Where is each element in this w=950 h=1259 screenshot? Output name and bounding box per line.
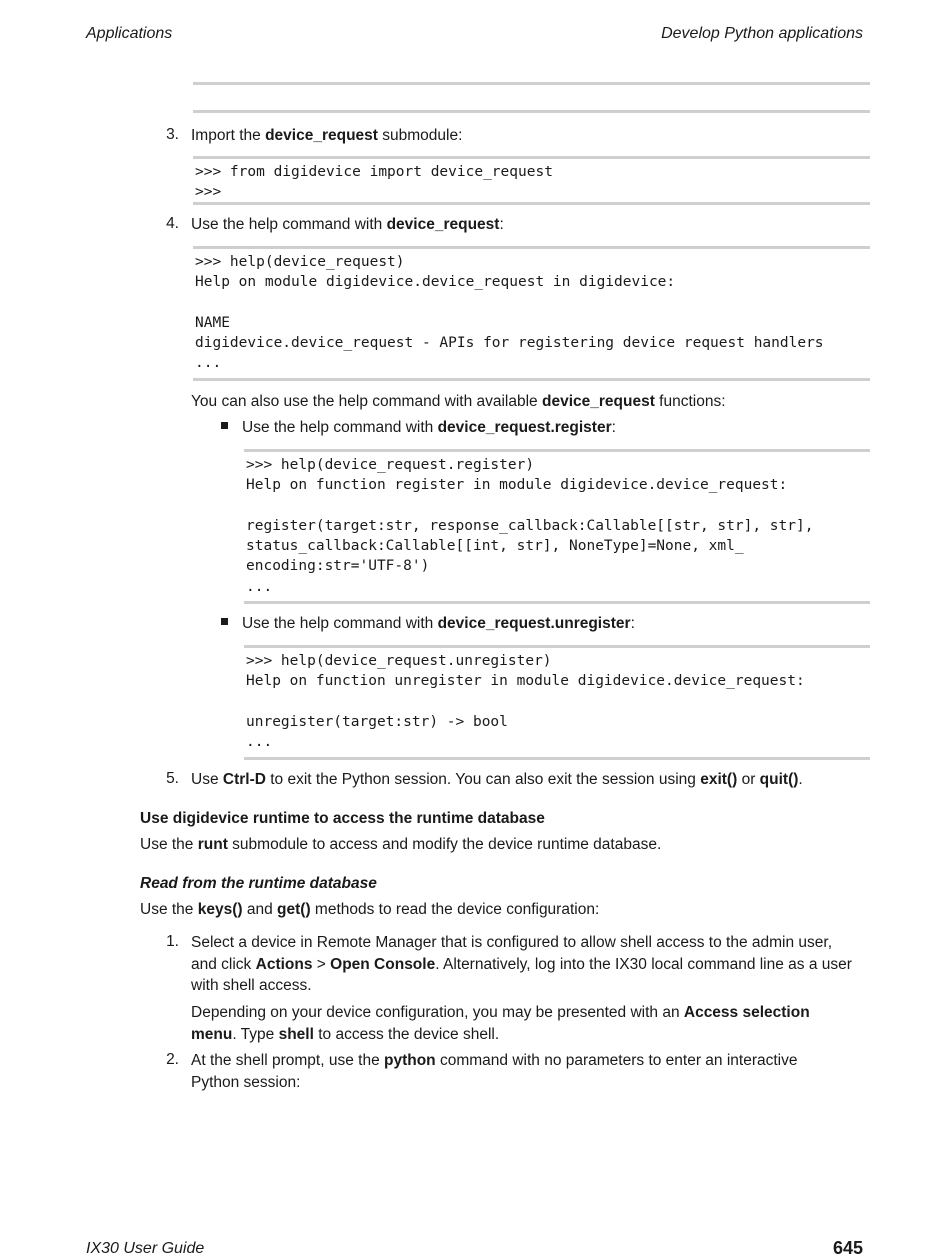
- code-block-help: >>> help(device_request) Help on module digidevice.device_request in digidevice: NAME digidevice.device_request - APIs for registering device request handlers ...: [193, 246, 870, 381]
- step-text: At the shell prompt, use the python command with no parameters to enter an interactive: [191, 1052, 798, 1069]
- code-block-rule: [193, 110, 870, 113]
- step-number: 5.: [166, 770, 179, 787]
- bullet-text: Use the help command with device_request.unregister:: [242, 615, 635, 632]
- step-number: 1.: [166, 933, 179, 950]
- running-header-right: Develop Python applications: [661, 25, 863, 42]
- running-header-left: Applications: [86, 25, 173, 42]
- bullet-icon: [221, 422, 228, 429]
- step-text: with shell access.: [191, 977, 312, 994]
- step-text: Select a device in Remote Manager that is configured to allow shell access to the admin user,: [191, 934, 833, 951]
- step-text: and click Actions > Open Console. Alternatively, log into the IX30 local command line as a user: [191, 956, 852, 973]
- paragraph: Use the keys() and get() methods to read the device configuration:: [140, 901, 600, 918]
- step-number: 4.: [166, 215, 179, 232]
- step-text: Use the help command with device_request:: [191, 216, 504, 233]
- paragraph: You can also use the help command with available device_request functions:: [191, 393, 726, 410]
- step-number: 3.: [166, 126, 179, 143]
- section-heading: Use digidevice runtime to access the runtime database: [140, 810, 545, 827]
- bullet-text: Use the help command with device_request.register:: [242, 419, 616, 436]
- code-block-unregister: >>> help(device_request.unregister) Help on function unregister in module digidevice.device_request: unregister(target:str) -> bool ...: [244, 645, 870, 760]
- step-number: 2.: [166, 1051, 179, 1068]
- code-block-rule: [193, 82, 870, 85]
- paragraph: Depending on your device configuration, you may be presented with an Access selection: [191, 1004, 810, 1021]
- step-text: Python session:: [191, 1074, 301, 1091]
- page-number: 645: [832, 1238, 863, 1258]
- bullet-icon: [221, 618, 228, 625]
- sub-heading: Read from the runtime database: [140, 875, 377, 892]
- paragraph: Use the runt submodule to access and modify the device runtime database.: [140, 836, 662, 853]
- code-block-register: >>> help(device_request.register) Help on function register in module digidevice.device_request: register(target:str, response_callback:Callable[[str, str], str], status_callback:Callable[[int, str], NoneType]=None, xml_ encoding:str='UTF-8') ...: [244, 449, 870, 604]
- step-text: Use Ctrl-D to exit the Python session. You can also exit the session using exit() or quit().: [191, 771, 803, 788]
- paragraph: menu. Type shell to access the device shell.: [191, 1026, 500, 1043]
- step-text: Import the device_request submodule:: [191, 127, 463, 144]
- code-block-import: >>> from digidevice import device_request >>>: [193, 156, 870, 205]
- footer-guide-title: IX30 User Guide: [86, 1240, 205, 1257]
